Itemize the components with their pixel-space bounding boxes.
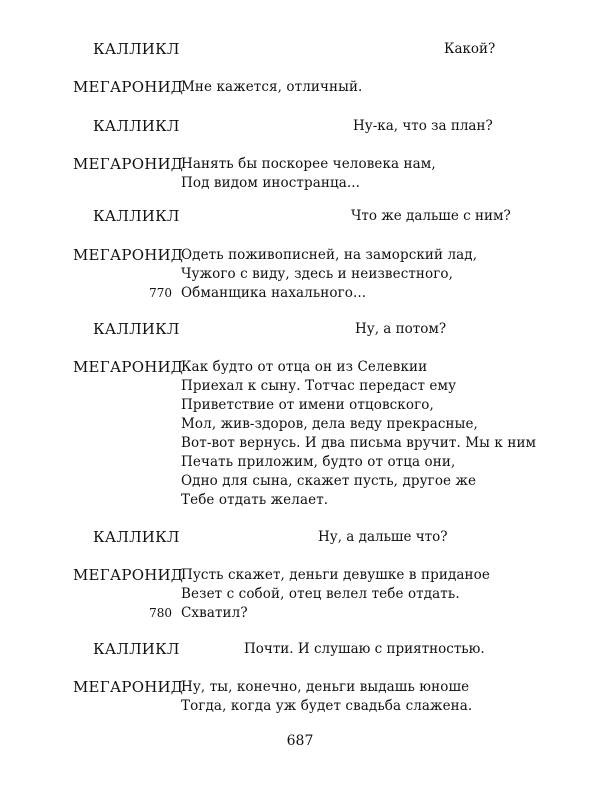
- speaker-label: КАЛЛИКЛ: [93, 320, 180, 338]
- verse-line: Пусть скажет, деньги девушке в приданое: [181, 567, 490, 583]
- verse-line: Как будто от отца он из Селевкии: [181, 359, 428, 375]
- speaker-label: КАЛЛИКЛ: [93, 40, 180, 58]
- verse-line: Чужого с виду, здесь и неизвестного,: [181, 266, 454, 282]
- line-number: 780: [149, 606, 172, 620]
- verse-line: Ну, а дальше что?: [318, 529, 448, 545]
- speaker-label: МЕГАРОНИД: [73, 78, 184, 96]
- verse-line: Мол, жив-здоров, дела веду прекрасные,: [181, 416, 478, 432]
- speaker-label: МЕГАРОНИД: [73, 566, 184, 584]
- verse-line: Одеть поживописней, на заморский лад,: [181, 247, 478, 263]
- verse-line: Какой?: [444, 41, 496, 57]
- speaker-label: МЕГАРОНИД: [73, 358, 184, 376]
- verse-line: Везет с собой, отец велел тебе отдать.: [181, 586, 460, 602]
- speaker-label: КАЛЛИКЛ: [93, 640, 180, 658]
- verse-line: Тогда, когда уж будет свадьба слажена.: [181, 698, 473, 714]
- verse-line: Вот-вот вернусь. И два письма вручит. Мы к ним: [181, 435, 537, 451]
- verse-line: Нанять бы поскорее человека нам,: [181, 156, 436, 172]
- speaker-label: КАЛЛИКЛ: [93, 117, 180, 135]
- verse-line: Мне кажется, отличный.: [181, 79, 363, 95]
- verse-line: Тебе отдать желает.: [181, 492, 329, 508]
- verse-line: Ну, а потом?: [355, 321, 447, 337]
- verse-line: Что же дальше с ним?: [351, 208, 511, 224]
- verse-line: Ну, ты, конечно, деньги выдашь юноше: [181, 679, 470, 695]
- speaker-label: КАЛЛИКЛ: [93, 528, 180, 546]
- speaker-label: КАЛЛИКЛ: [93, 207, 180, 225]
- line-number: 770: [149, 286, 172, 300]
- verse-line: Приветствие от имени отцовского,: [181, 397, 434, 413]
- speaker-label: МЕГАРОНИД: [73, 155, 184, 173]
- verse-line: Обманщика нахального...: [181, 285, 367, 301]
- verse-line: Приехал к сыну. Тотчас передаст ему: [181, 378, 457, 394]
- verse-line: Одно для сына, скажет пусть, другое же: [181, 473, 477, 489]
- speaker-label: МЕГАРОНИД: [73, 246, 184, 264]
- verse-line: Под видом иностранца...: [181, 175, 361, 191]
- verse-line: Схватил?: [181, 605, 248, 621]
- verse-line: Печать приложим, будто от отца они,: [181, 454, 456, 470]
- speaker-label: МЕГАРОНИД: [73, 678, 184, 696]
- verse-line: Ну-ка, что за план?: [353, 118, 493, 134]
- verse-line: Почти. И слушаю с приятностью.: [244, 641, 485, 657]
- page-number: 687: [286, 733, 314, 749]
